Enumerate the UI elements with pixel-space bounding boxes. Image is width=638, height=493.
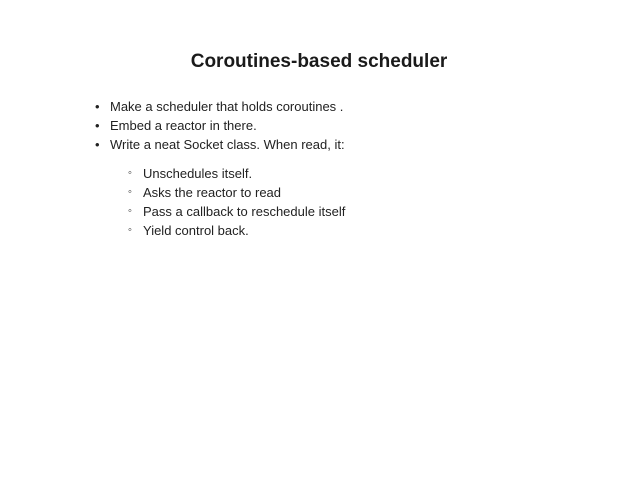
bullet-text: Embed a reactor in there. [110, 118, 257, 133]
sub-bullet-item [128, 183, 345, 202]
sub-bullet-text: Yield control back. [143, 223, 249, 238]
hollow-bullet-icon: ◦ [128, 205, 132, 217]
sub-bullet-item [128, 221, 345, 240]
sub-bullet-item [128, 164, 345, 183]
bullet-text: Write a neat Socket class. When read, it: [110, 137, 345, 152]
bullet-item [95, 135, 345, 154]
sub-bullet-text: Pass a callback to reschedule itself [143, 204, 346, 219]
bullet-item [95, 97, 345, 116]
hollow-bullet-icon: ◦ [128, 186, 132, 198]
bullet-text: Make a scheduler that holds coroutines . [110, 99, 344, 114]
sub-bullet-item [128, 202, 345, 221]
bullet-item [95, 116, 345, 135]
bullet-list [95, 97, 345, 154]
sub-bullet-list [128, 164, 345, 240]
bullet-icon: • [95, 118, 100, 133]
slide-title: Coroutines-based scheduler [190, 51, 448, 72]
sub-bullet-text: Unschedules itself. [143, 166, 253, 181]
hollow-bullet-icon: ◦ [128, 224, 132, 236]
bullet-icon: • [95, 99, 100, 114]
hollow-bullet-icon: ◦ [128, 167, 132, 179]
sub-bullet-text: Asks the reactor to read [143, 185, 282, 200]
bullet-icon: • [95, 137, 100, 152]
